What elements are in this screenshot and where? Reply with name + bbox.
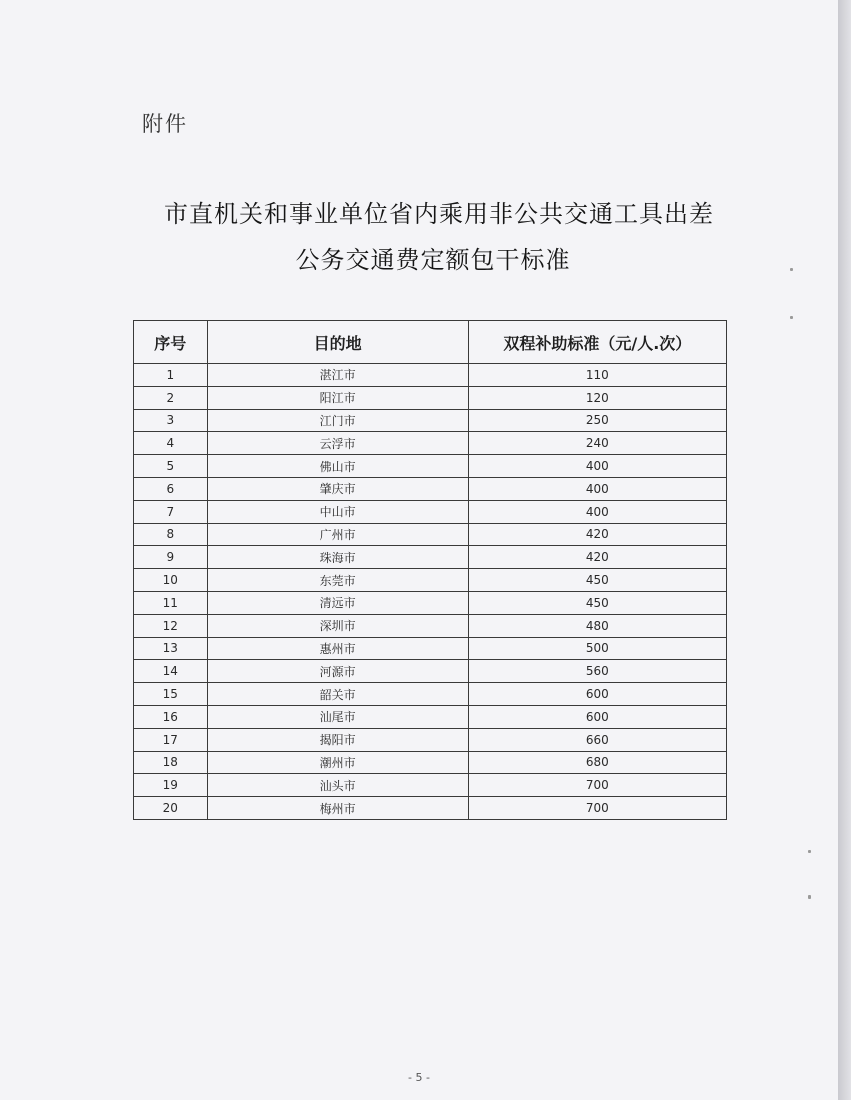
- cell-destination: 东莞市: [207, 569, 468, 592]
- table-row: [134, 705, 727, 728]
- page-number: - 5 -: [408, 1071, 430, 1084]
- cell-destination: 韶关市: [207, 683, 468, 706]
- cell-destination: 广州市: [207, 523, 468, 546]
- cell-destination: 潮州市: [207, 751, 468, 774]
- scan-speck: [808, 850, 811, 853]
- scan-speck: [808, 895, 811, 899]
- cell-destination: 珠海市: [207, 546, 468, 569]
- cell-allowance: 560: [468, 660, 726, 683]
- cell-destination: 揭阳市: [207, 728, 468, 751]
- header-index: 序号: [134, 321, 208, 364]
- cell-allowance: 500: [468, 637, 726, 660]
- cell-index: 6: [134, 477, 208, 500]
- table-row: [134, 546, 727, 569]
- cell-destination: 惠州市: [207, 637, 468, 660]
- cell-allowance: 420: [468, 523, 726, 546]
- cell-index: 5: [134, 455, 208, 478]
- table-row: [134, 409, 727, 432]
- cell-destination: 河源市: [207, 660, 468, 683]
- cell-allowance: 600: [468, 705, 726, 728]
- cell-allowance: 400: [468, 477, 726, 500]
- table-row: [134, 386, 727, 409]
- table-row: [134, 751, 727, 774]
- cell-index: 17: [134, 728, 208, 751]
- cell-destination: 江门市: [207, 409, 468, 432]
- cell-index: 9: [134, 546, 208, 569]
- cell-index: 13: [134, 637, 208, 660]
- cell-index: 1: [134, 364, 208, 387]
- cell-index: 14: [134, 660, 208, 683]
- cell-allowance: 700: [468, 797, 726, 820]
- document-title-line-1: 市直机关和事业单位省内乘用非公共交通工具出差: [164, 200, 714, 228]
- cell-destination: 梅州市: [207, 797, 468, 820]
- header-allowance: 双程补助标准（元/人.次）: [468, 321, 726, 364]
- scan-speck: [790, 268, 793, 271]
- allowance-table: [133, 320, 727, 820]
- page-edge-shadow: [838, 0, 851, 1100]
- table-row: [134, 774, 727, 797]
- cell-index: 12: [134, 614, 208, 637]
- cell-index: 16: [134, 705, 208, 728]
- table-body: [134, 364, 727, 820]
- table-row: [134, 432, 727, 455]
- scan-speck: [790, 316, 793, 319]
- cell-destination: 肇庆市: [207, 477, 468, 500]
- cell-destination: 中山市: [207, 500, 468, 523]
- cell-index: 3: [134, 409, 208, 432]
- cell-index: 19: [134, 774, 208, 797]
- cell-allowance: 400: [468, 500, 726, 523]
- cell-index: 2: [134, 386, 208, 409]
- cell-allowance: 680: [468, 751, 726, 774]
- cell-destination: 汕尾市: [207, 705, 468, 728]
- table-row: [134, 455, 727, 478]
- cell-index: 4: [134, 432, 208, 455]
- table-row: [134, 477, 727, 500]
- cell-allowance: 420: [468, 546, 726, 569]
- table-row: [134, 500, 727, 523]
- table-row: [134, 614, 727, 637]
- cell-destination: 清远市: [207, 591, 468, 614]
- cell-index: 11: [134, 591, 208, 614]
- cell-allowance: 120: [468, 386, 726, 409]
- table-row: [134, 523, 727, 546]
- cell-destination: 湛江市: [207, 364, 468, 387]
- table-row: [134, 637, 727, 660]
- cell-index: 10: [134, 569, 208, 592]
- table-row: [134, 683, 727, 706]
- cell-index: 7: [134, 500, 208, 523]
- cell-allowance: 240: [468, 432, 726, 455]
- table-row: [134, 660, 727, 683]
- header-destination: 目的地: [207, 321, 468, 364]
- cell-allowance: 110: [468, 364, 726, 387]
- document-title-line-2: 公务交通费定额包干标准: [295, 246, 571, 274]
- cell-allowance: 480: [468, 614, 726, 637]
- table-row: [134, 569, 727, 592]
- table-row: [134, 797, 727, 820]
- cell-destination: 佛山市: [207, 455, 468, 478]
- table-row: [134, 591, 727, 614]
- cell-destination: 阳江市: [207, 386, 468, 409]
- cell-allowance: 400: [468, 455, 726, 478]
- cell-allowance: 450: [468, 591, 726, 614]
- table-row: [134, 364, 727, 387]
- cell-allowance: 600: [468, 683, 726, 706]
- cell-destination: 云浮市: [207, 432, 468, 455]
- cell-allowance: 450: [468, 569, 726, 592]
- cell-index: 18: [134, 751, 208, 774]
- cell-index: 15: [134, 683, 208, 706]
- attachment-label: 附件: [142, 112, 188, 136]
- cell-allowance: 250: [468, 409, 726, 432]
- cell-index: 8: [134, 523, 208, 546]
- cell-destination: 深圳市: [207, 614, 468, 637]
- cell-allowance: 660: [468, 728, 726, 751]
- table-header-row: [134, 321, 727, 364]
- table-row: [134, 728, 727, 751]
- cell-destination: 汕头市: [207, 774, 468, 797]
- cell-allowance: 700: [468, 774, 726, 797]
- cell-index: 20: [134, 797, 208, 820]
